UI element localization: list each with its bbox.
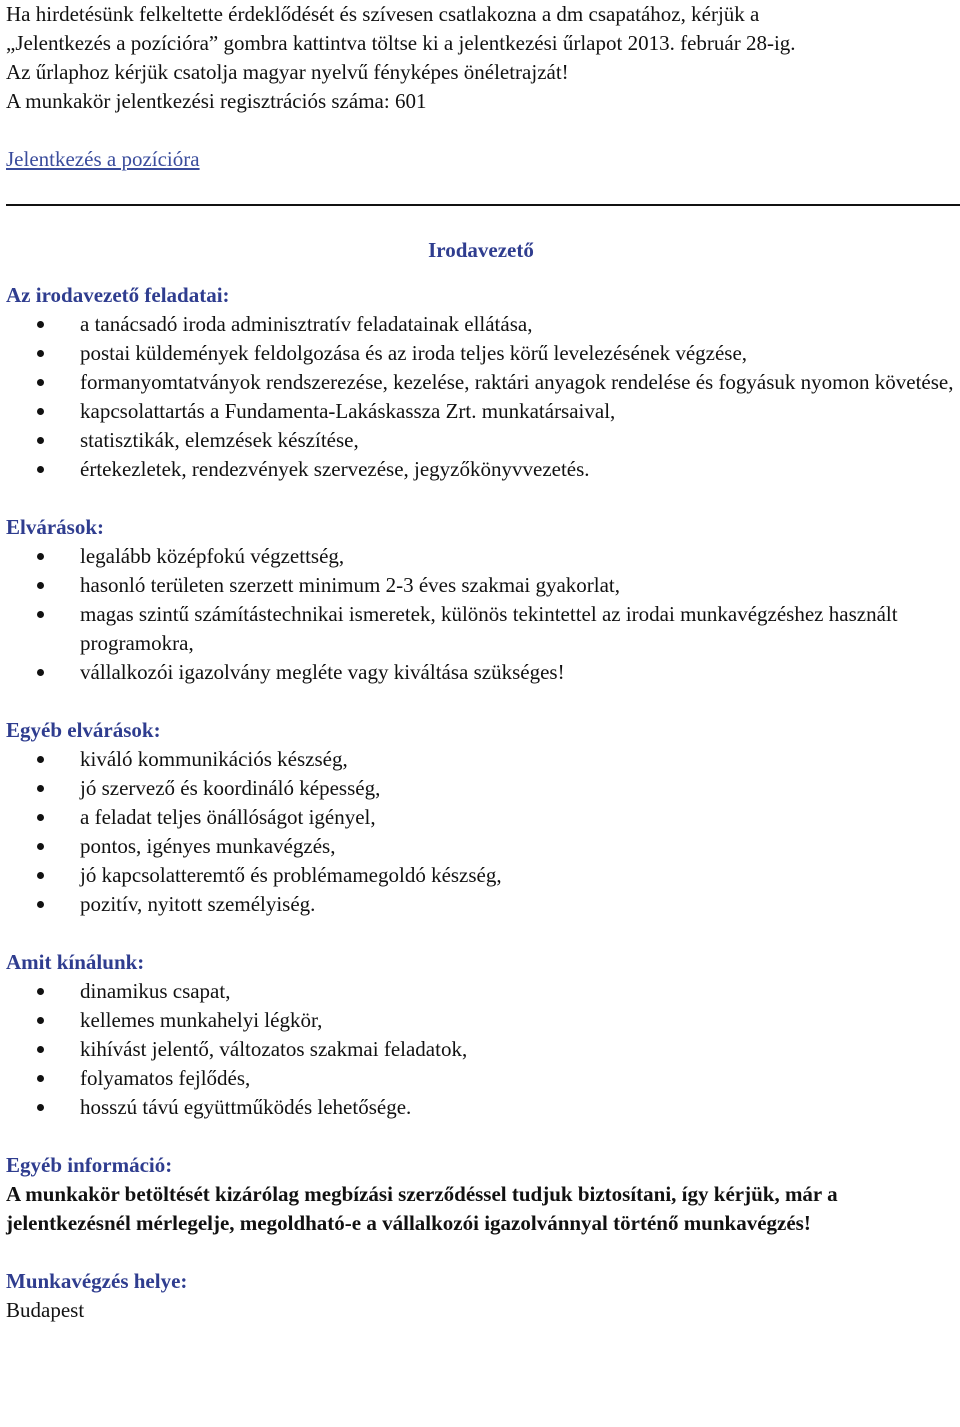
list-item-text: a feladat teljes önállóságot igényel,	[80, 805, 376, 829]
other-requirements-heading: Egyéb elvárások:	[6, 718, 161, 742]
list-item	[6, 977, 956, 1006]
list-item	[6, 426, 956, 455]
bullet-icon	[37, 872, 44, 879]
list-item-text: statisztikák, elemzések készítése,	[80, 428, 359, 452]
list-item	[6, 803, 956, 832]
offer-heading: Amit kínálunk:	[6, 950, 145, 974]
list-item-text: pozitív, nyitott személyiség.	[80, 892, 316, 916]
bullet-icon	[37, 379, 44, 386]
list-item	[6, 1093, 956, 1122]
list-item-text: jó szervező és koordináló képesség,	[80, 776, 381, 800]
bullet-icon	[37, 785, 44, 792]
list-item	[6, 1006, 956, 1035]
list-item	[6, 1035, 956, 1064]
list-item	[6, 1064, 956, 1093]
list-item-text: pontos, igényes munkavégzés,	[80, 834, 336, 858]
tasks-list	[6, 310, 956, 484]
list-item-text: folyamatos fejlődés,	[80, 1066, 251, 1090]
tasks-heading: Az irodavezető feladatai:	[6, 283, 230, 307]
other-requirements-list	[6, 745, 956, 919]
bullet-icon	[37, 1104, 44, 1111]
offer-section	[6, 948, 956, 1122]
list-item	[6, 310, 956, 339]
list-item	[6, 571, 956, 600]
bullet-icon	[37, 1017, 44, 1024]
list-item-text: legalább középfokú végzettség,	[80, 544, 345, 568]
intro-line-3: Az űrlaphoz kérjük csatolja magyar nyelvű fényképes önéletrajzát!	[6, 60, 569, 84]
list-item	[6, 339, 956, 368]
apply-link[interactable]: Jelentkezés a pozícióra	[6, 147, 200, 171]
bullet-icon	[37, 466, 44, 473]
bullet-icon	[37, 611, 44, 618]
bullet-icon	[37, 901, 44, 908]
list-item	[6, 658, 956, 687]
other-info-section	[6, 1151, 956, 1238]
list-item-text: értekezletek, rendezvények szervezése, jegyzőkönyvvezetés.	[80, 457, 590, 481]
intro-block	[6, 0, 956, 174]
list-item-text: hosszú távú együttműködés lehetősége.	[80, 1095, 412, 1119]
list-item-text: hasonló területen szerzett minimum 2-3 éves szakmai gyakorlat,	[80, 573, 620, 597]
bullet-icon	[37, 437, 44, 444]
divider	[6, 204, 960, 206]
other-info-heading: Egyéb információ:	[6, 1153, 173, 1177]
bullet-icon	[37, 814, 44, 821]
bullet-icon	[37, 1046, 44, 1053]
list-item	[6, 600, 956, 658]
location-value: Budapest	[6, 1298, 85, 1322]
bullet-icon	[37, 669, 44, 676]
list-item-text: postai küldemények feldolgozása és az iroda teljes körű levelezésének végzése,	[80, 341, 748, 365]
list-item-text: magas szintű számítástechnikai ismeretek, különös tekintettel az irodai munkavégzéshez használt programokra,	[80, 602, 898, 655]
intro-line-1: Ha hirdetésünk felkeltette érdeklődését és szívesen csatlakozna a dm csapatához, kérjük a	[6, 2, 760, 26]
list-item	[6, 368, 956, 397]
list-item-text: vállalkozói igazolvány megléte vagy kiváltása szükséges!	[80, 660, 565, 684]
bullet-icon	[37, 321, 44, 328]
list-item-text: formanyomtatványok rendszerezése, kezelése, raktári anyagok rendelése és fogyásuk nyomon követése,	[80, 370, 954, 394]
bullet-icon	[37, 1075, 44, 1082]
list-item	[6, 832, 956, 861]
list-item	[6, 890, 956, 919]
bullet-icon	[37, 843, 44, 850]
bullet-icon	[37, 756, 44, 763]
list-item	[6, 397, 956, 426]
list-item-text: jó kapcsolatteremtő és problémamegoldó készség,	[80, 863, 502, 887]
other-info-text: A munkakör betöltését kizárólag megbízási szerződéssel tudjuk biztosítani, így kérjük, már a jelentkezésnél mérlegelje, megoldható-e a vállalkozói igazolvánnyal történő munkavégzés!	[6, 1182, 838, 1235]
location-section	[6, 1267, 956, 1325]
list-item-text: kapcsolattartás a Fundamenta-Lakáskassza Zrt. munkatársaival,	[80, 399, 616, 423]
other-requirements-section	[6, 716, 956, 919]
list-item-text: kellemes munkahelyi légkör,	[80, 1008, 323, 1032]
location-heading: Munkavégzés helye:	[6, 1269, 188, 1293]
requirements-heading: Elvárások:	[6, 515, 105, 539]
job-title: Irodavezető	[428, 238, 534, 262]
list-item-text: dinamikus csapat,	[80, 979, 231, 1003]
list-item-text: kiváló kommunikációs készség,	[80, 747, 348, 771]
bullet-icon	[37, 553, 44, 560]
list-item	[6, 745, 956, 774]
tasks-section	[6, 281, 956, 484]
bullet-icon	[37, 988, 44, 995]
bullet-icon	[37, 582, 44, 589]
requirements-list	[6, 542, 956, 687]
list-item	[6, 774, 956, 803]
list-item-text: a tanácsadó iroda adminisztratív feladatainak ellátása,	[80, 312, 533, 336]
list-item-text: kihívást jelentő, változatos szakmai feladatok,	[80, 1037, 468, 1061]
requirements-section	[6, 513, 956, 687]
registration-number: A munkakör jelentkezési regisztrációs száma: 601	[6, 89, 427, 113]
bullet-icon	[37, 408, 44, 415]
list-item	[6, 542, 956, 571]
intro-line-2: „Jelentkezés a pozícióra” gombra kattintva töltse ki a jelentkezési űrlapot 2013. február 28-ig.	[6, 31, 796, 55]
list-item	[6, 861, 956, 890]
bullet-icon	[37, 350, 44, 357]
list-item	[6, 455, 956, 484]
offer-list	[6, 977, 956, 1122]
